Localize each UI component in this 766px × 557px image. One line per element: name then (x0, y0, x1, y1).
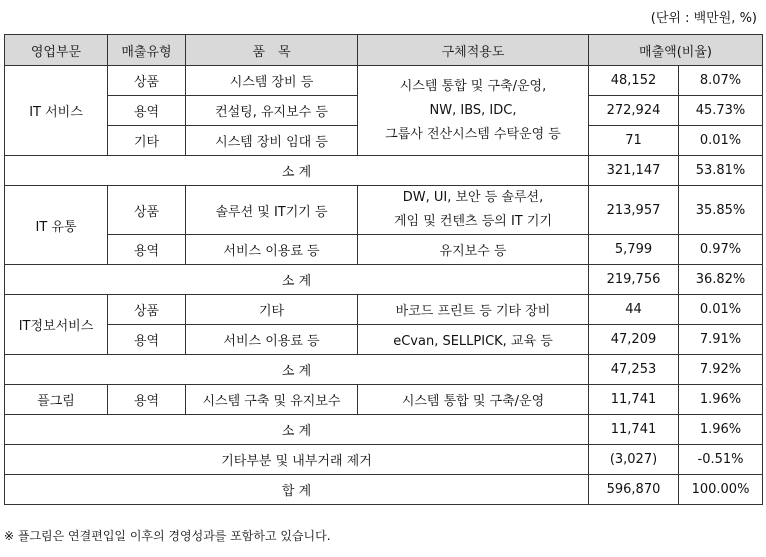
sales-table (4, 34, 763, 505)
segment-cell: 플그림 (5, 385, 108, 415)
subtotal-amount: 47,253 (589, 355, 679, 385)
total-amount: 596,870 (589, 475, 679, 505)
usage-cell: 바코드 프린트 등 기타 장비 (358, 295, 589, 325)
usage-cell (358, 186, 589, 235)
subtotal-ratio: 53.81% (679, 156, 763, 186)
ratio-cell: 0.01% (679, 126, 763, 156)
subtotal-ratio: 36.82% (679, 265, 763, 295)
header-type: 매출유형 (108, 35, 186, 66)
type-cell: 상품 (108, 186, 186, 235)
amount-cell: 5,799 (589, 235, 679, 265)
elimination-label: 기타부분 및 내부거래 제거 (5, 445, 589, 475)
total-row (5, 475, 763, 505)
ratio-cell: 0.01% (679, 295, 763, 325)
usage-line: NW, IBS, IDC, (429, 102, 517, 118)
usage-line: 게임 및 컨텐츠 등의 IT 기기 (393, 214, 553, 229)
subtotal-ratio: 7.92% (679, 355, 763, 385)
table-row (5, 235, 763, 265)
elimination-ratio: -0.51% (679, 445, 763, 475)
segment-cell: IT 서비스 (5, 66, 108, 156)
subtotal-amount: 321,147 (589, 156, 679, 186)
usage-cell: eCvan, SELLPICK, 교육 등 (358, 325, 589, 355)
item-cell: 서비스 이용료 등 (186, 235, 358, 265)
usage-line: 시스템 통합 및 구축/운영, (399, 78, 547, 94)
type-cell: 기타 (108, 126, 186, 156)
type-cell: 용역 (108, 325, 186, 355)
type-cell: 상품 (108, 66, 186, 96)
usage-cell: 유지보수 등 (358, 235, 589, 265)
usage-cell: 시스템 통합 및 구축/운영 (358, 385, 589, 415)
header-segment: 영업부문 (5, 35, 108, 66)
amount-cell: 11,741 (589, 385, 679, 415)
ratio-cell: 45.73% (679, 96, 763, 126)
table-row (5, 186, 763, 235)
item-cell: 기타 (186, 295, 358, 325)
amount-cell: 44 (589, 295, 679, 325)
total-ratio: 100.00% (679, 475, 763, 505)
subtotal-row (5, 415, 763, 445)
subtotal-label: 소 계 (5, 415, 589, 445)
amount-cell: 48,152 (589, 66, 679, 96)
ratio-cell: 1.96% (679, 385, 763, 415)
table-row (5, 325, 763, 355)
type-cell: 용역 (108, 96, 186, 126)
amount-cell: 213,957 (589, 186, 679, 235)
subtotal-ratio: 1.96% (679, 415, 763, 445)
table-row (5, 66, 763, 96)
footnote: ※ 플그림은 연결편입일 이후의 경영성과를 포함하고 있습니다. (4, 529, 331, 543)
header-row (5, 35, 763, 66)
ratio-cell: 8.07% (679, 66, 763, 96)
type-cell: 상품 (108, 295, 186, 325)
segment-cell: IT정보서비스 (5, 295, 108, 355)
header-usage: 구체적용도 (358, 35, 589, 66)
type-cell: 용역 (108, 235, 186, 265)
amount-cell: 47,209 (589, 325, 679, 355)
ratio-cell: 7.91% (679, 325, 763, 355)
item-cell: 시스템 구축 및 유지보수 (186, 385, 358, 415)
amount-cell: 71 (589, 126, 679, 156)
subtotal-amount: 219,756 (589, 265, 679, 295)
subtotal-row (5, 156, 763, 186)
unit-note: (단위 : 백만원, %) (650, 11, 757, 26)
type-cell: 용역 (108, 385, 186, 415)
item-cell: 서비스 이용료 등 (186, 325, 358, 355)
elimination-row (5, 445, 763, 475)
subtotal-amount: 11,741 (589, 415, 679, 445)
table-row (5, 385, 763, 415)
table-row (5, 295, 763, 325)
header-item: 품 목 (186, 35, 358, 66)
subtotal-label: 소 계 (5, 265, 589, 295)
subtotal-row (5, 265, 763, 295)
elimination-amount: (3,027) (589, 445, 679, 475)
usage-cell (358, 66, 589, 156)
subtotal-row (5, 355, 763, 385)
ratio-cell: 0.97% (679, 235, 763, 265)
total-label: 합 계 (5, 475, 589, 505)
item-cell: 컨설팅, 유지보수 등 (186, 96, 358, 126)
item-cell: 솔루션 및 IT기기 등 (186, 186, 358, 235)
usage-line: 그룹사 전산시스템 수탁운영 등 (385, 126, 561, 142)
item-cell: 시스템 장비 등 (186, 66, 358, 96)
subtotal-label: 소 계 (5, 355, 589, 385)
usage-line: DW, UI, 보안 등 솔루션, (402, 190, 544, 205)
header-sales: 매출액(비율) (589, 35, 763, 66)
segment-cell: IT 유통 (5, 186, 108, 265)
subtotal-label: 소 계 (5, 156, 589, 186)
item-cell: 시스템 장비 임대 등 (186, 126, 358, 156)
ratio-cell: 35.85% (679, 186, 763, 235)
amount-cell: 272,924 (589, 96, 679, 126)
